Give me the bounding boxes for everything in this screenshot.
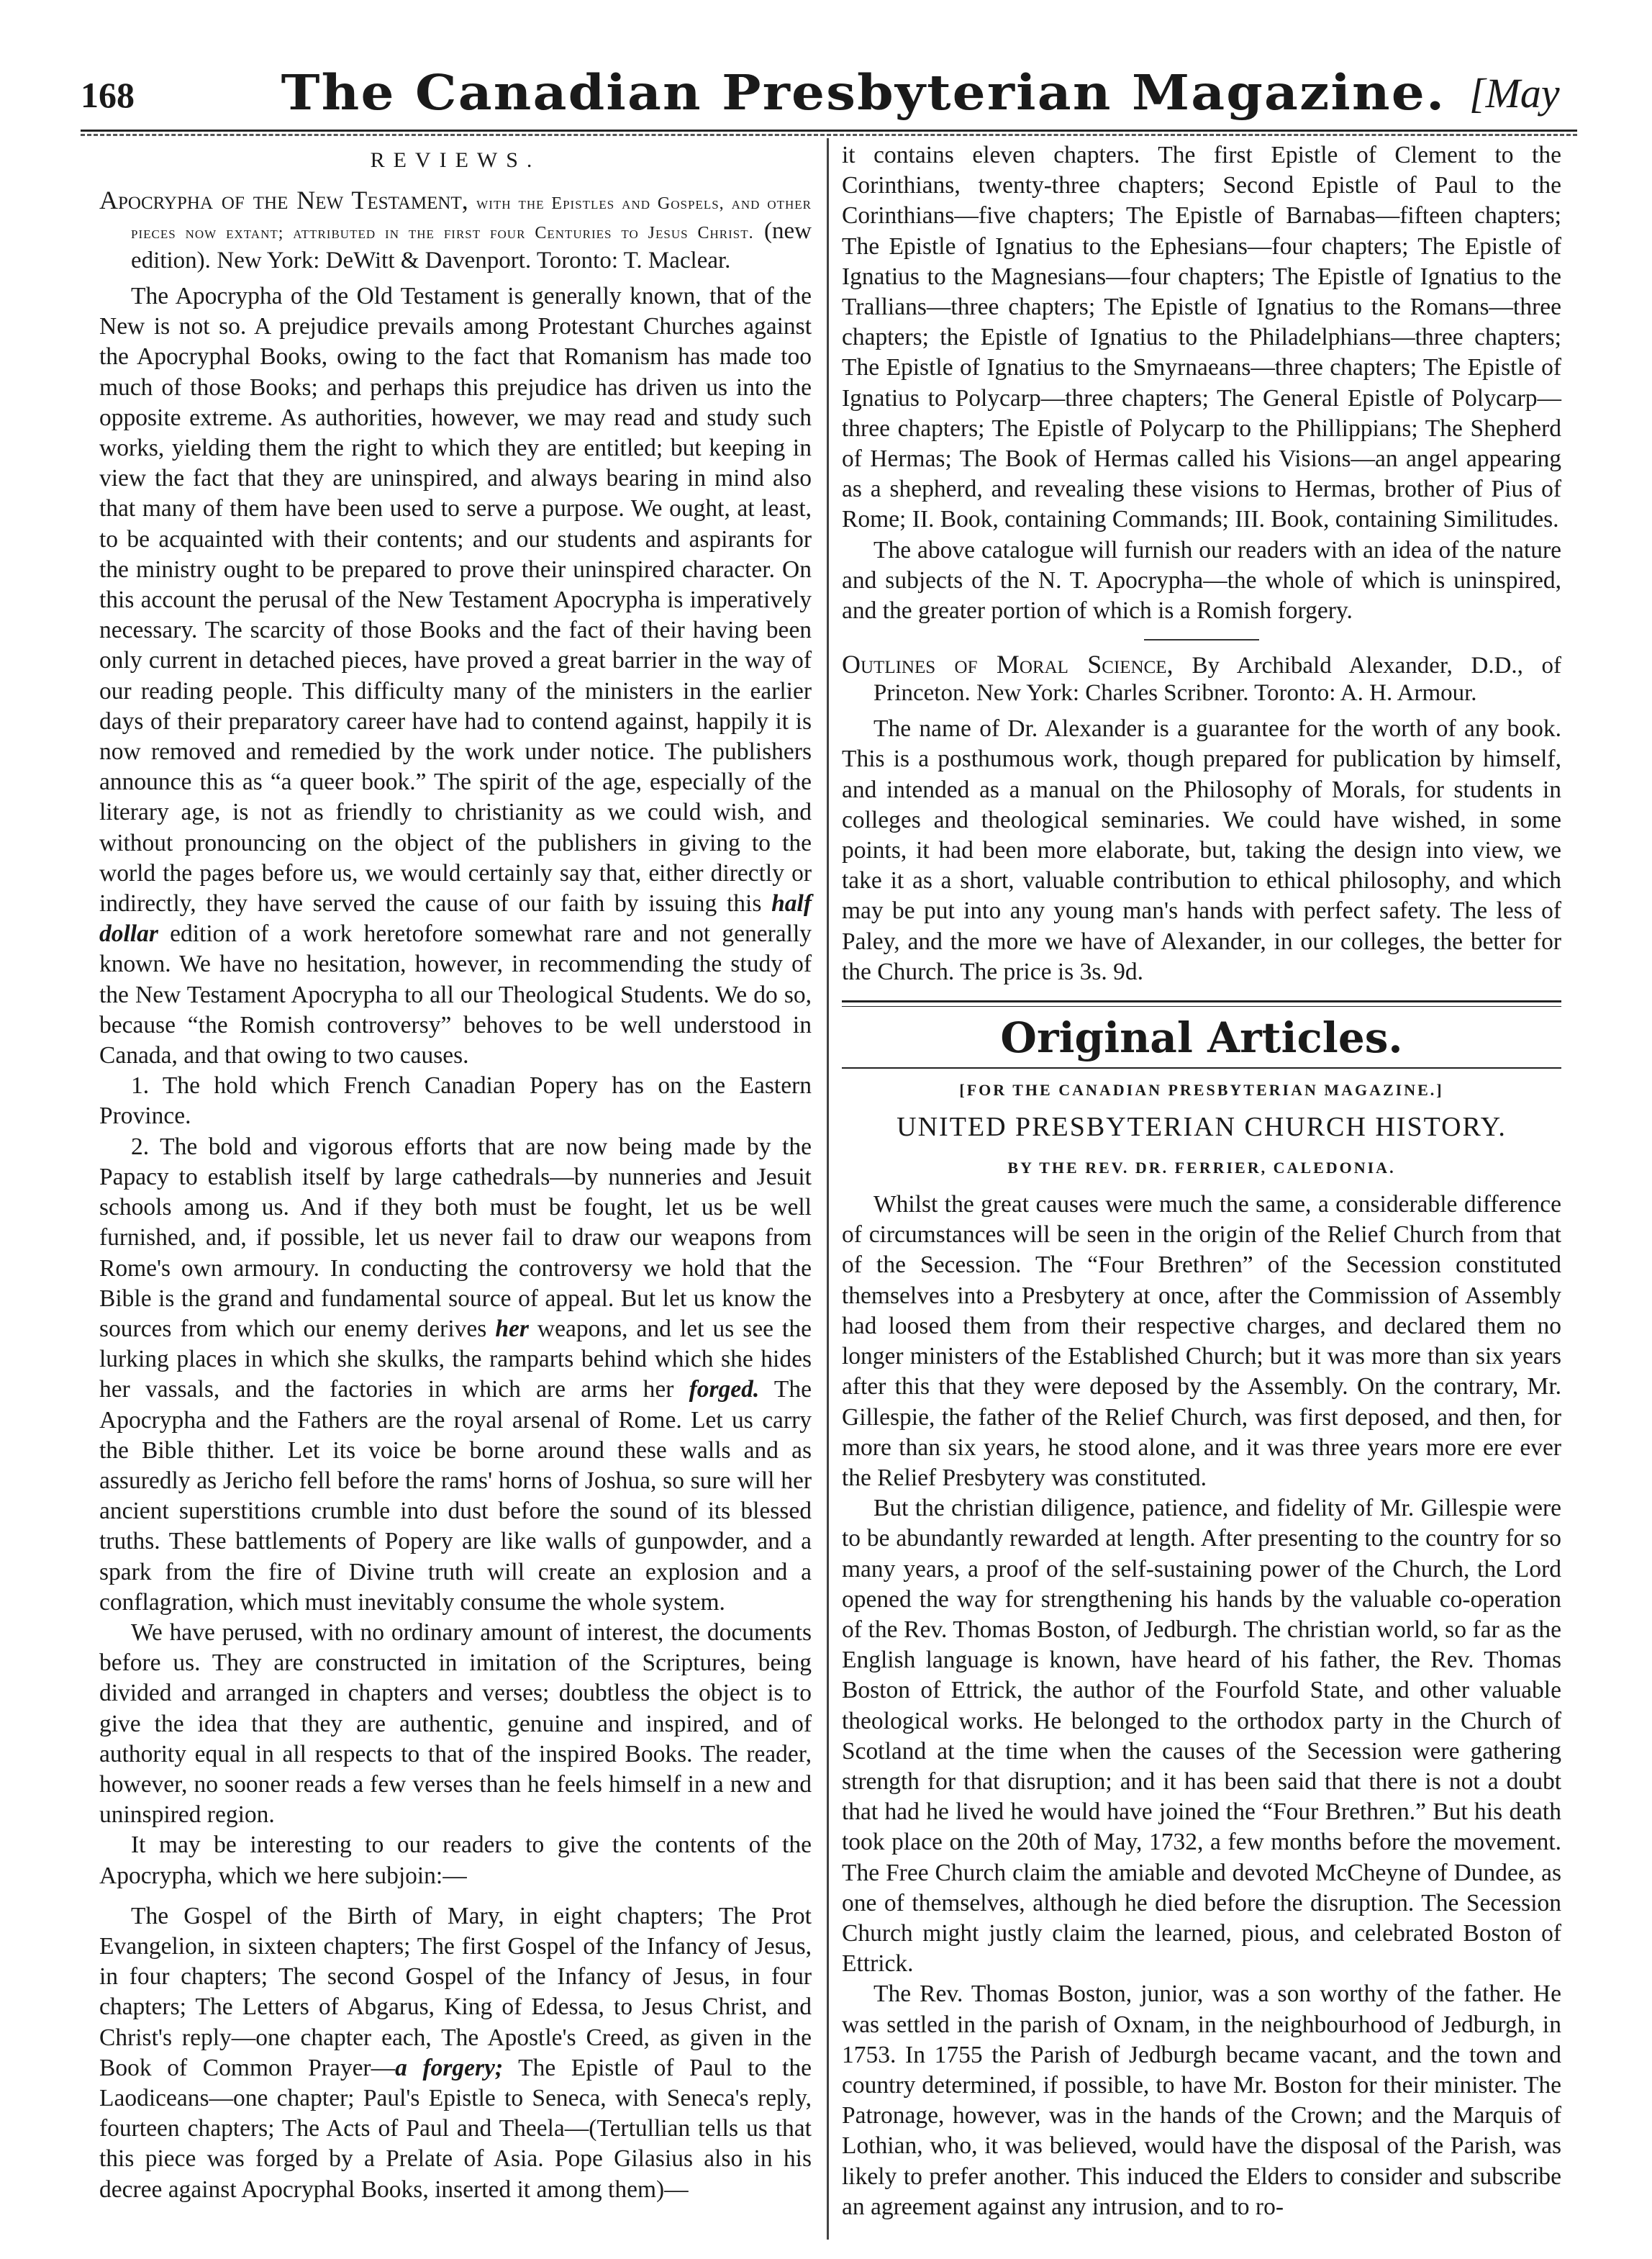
apocrypha-title-caps: Apocrypha of the New Testament, [99,186,468,214]
apocrypha-title-small: with the Epistles and Gospels, and other pieces now extant; attributed in the first four Centuries to Jesus Christ. [131,194,812,243]
contents-text-a: The Gospel of the Birth of Mary, in eight chapters; The Prot Evangelion, in sixteen chapters; The first Gospel of the Infancy of Jesus, in four chapters; The second Gospel of the Infancy of Jesus, in four chapters; The Letters of Abgarus, King of Edessa, to Jesus Christ, and Christ's reply—one chapter each, The Apostle's Creed, as given in the Book of Common Prayer— [99,1902,812,2081]
contents-text-b: The Epistle of Paul to the Laodiceans—one chapter; Paul's Epistle to Seneca, with Seneca's reply, fourteen chapters; The Acts of Paul and Theela—(Tertullian tells us that this piece was forged by a Prelate of Asia. Pope Gilasius also in his decree against Apocryphal Books, inserted it among them)— [99,2054,812,2203]
banner-rule [842,1067,1561,1069]
apocrypha-contents-continued: it contains eleven chapters. The first Epistle of Clement to the Corinthians, twenty-three chapters; Second Epistle of Paul to the Corinthians—five chapters; The Epistle of Barnabas—fifteen chapters; The Epistle of Ignatius to the Ephesians—four chapters; The Epistle of Ignatius to the Magnesians—four chapters; The Epistle of Ignatius to the Trallians—three chapters; The Epistle of Ignatius to the Romans—three chapters; the Epistle of Ignatius to the Philadelphians—three chapters; The Epistle of Ignatius to the Smyrnaeans—three chapters; The Epistle of Ignatius to Polycarp—three chapters; The General Epistle of Polycarp—three chapters; The Epistle of Polycarp to the Phillippians; The Shepherd of Hermas; The Book of Hermas called his Visions—an angel appearing as a shepherd, and revealing these visions to Hermas, brother of Pius of Rome; II. Book, containing Commands; III. Book, containing Similitudes. [842,142,1561,533]
half-dollar-emphasis: half dollar [99,890,812,948]
section-rule [842,1000,1561,1007]
article-paragraph: Whilst the great causes were much the same, a considerable difference of circumstances will be seen in the origin of the Relief Church from that of the Secession. The “Four Brethren” of the Secession constituted themselves into a Presbytery at once, after the Commission of Assembly had loosed them from their respective charges, and declared them no longer ministers of the Established Church; but it was more than six years after this that they were deposed by the Assembly. On the contrary, Mr. Gillespie, the father of the Relief Church, was first deposed, and then, for more than six years, he stood alone, and it was three years more ere ever the Relief Presbytery was constituted. [842,1191,1561,1491]
outlines-review: The name of Dr. Alexander is a guarantee for the worth of any book. This is a posthumous work, though prepared for publication by himself, and intended as a manual on the Philosophy of Morals, for students in colleges and theological seminaries. We could have wished, in some points, it had been more elaborate, but, taking the design into view, we take it as a short, valuable contribution to ethical philosophy, and which may be put into any young man's hands with perfect safety. The less of Paley, and the more we have of Alexander, in our colleges, the better for the Church. The price is 3s. 9d. [842,715,1561,985]
apocrypha-edition: (new edition). [131,218,812,273]
cause-two-text-b: weapons, and let us see the lurking places in which she skulks, the ramparts behind which she hides her vassals, and the factories in which are arms her [99,1315,812,1403]
apocrypha-imprint: New York: DeWitt & Davenport. Toronto: T. Maclear. [217,248,731,273]
masthead-title: The Canadian Presbyterian Magazine. [281,64,1446,121]
review-paragraph: It may be interesting to our readers to give the contents of the Apocrypha, which we here subjoin:— [99,1832,812,1889]
cause-two [99,1132,812,1618]
outlines-book-title [842,651,1561,707]
review-paragraph-tail: edition of a work heretofore somewhat rare and not generally known. We have no hesitation, however, in recommending the study of the New Testament Apocrypha to all our Theological Students. We do so, because “the Romish controversy” behoves to be well understood in Canada, and that owing to two causes. [99,920,812,1069]
page-header [0,0,1652,137]
article-paragraph: But the christian diligence, patience, and fidelity of Mr. Gillespie were to be abundantly rewarded at length. After presenting to the country for so many years, a proof of the self-sustaining power of the Church, the Lord opened the way for strengthening his hands by the valuable co-operation of the Rev. Thomas Boston, of Jedburgh. The christian world, so far as the English language is known, have heard of his father, the Rev. Thomas Boston of Ettrick, the author of the Fourfold State, and other valuable theological works. He belonged to the orthodox party in the Church of Scotland at the time when the causes of the Secession were gathering strength for that disruption; and it has been said that there is not a doubt that had he lived he would have joined the “Four Brethren.” But his death took place on the 20th of May, 1732, a few months before the movement. The Free Church claim the amiable and devoted McCheyne of Dundee, as one of themselves, although he died before the disruption. The Secession Church might justly claim the learned, pious, and celebrated Boston of Ettrick. [842,1495,1561,1978]
apocrypha-book-title [99,186,812,274]
outlines-title-rest: By Archibald Alexander, D.D., of Princeton. New York: Charles Scribner. Toronto: A. H. Armour. [873,653,1562,707]
article-byline: BY THE REV. DR. FERRIER, CALEDONIA. [1007,1159,1396,1177]
header-rule [81,130,1577,136]
column-divider [827,138,829,2240]
cause-two-text-c: The Apocrypha and the Fathers are the royal arsenal of Rome. Let us carry the Bible thither. Let its voice be borne around these walls and as assuredly as Jericho fell before the rams' horns of Joshua, so sure will her ancient superstitions crumble into dust before the sound of its blessed truths. These battlements of Popery are like walls of gunpowder, and a spark from the fire of Divine truth will create an explosion and a conflagration, which must inevitably consume the whole system. [99,1376,812,1616]
right-column [842,140,1561,2222]
article-paragraph: The Rev. Thomas Boston, junior, was a son worthy of the father. He was settled in the parish of Oxnam, in the neighbourhood of Jedburgh, in 1753. In 1755 the Parish of Jedburgh became vacant, and the town and country determined, if possible, to have Mr. Boston for their minister. The Patronage, however, was in the hands of the Crown; and the Marquis of Lothian, who, it was believed, would have the disposal of the Parish, was likely to prefer another. This induced the Elders to consider and subscribe an agreement against any intrusion, and to ro- [842,1980,1561,2220]
forgery-emphasis: a forgery; [395,2054,504,2081]
her-emphasis: her [495,1315,529,1342]
forged-emphasis: forged. [689,1376,760,1403]
cause-one: 1. The hold which French Canadian Popery has on the Eastern Province. [99,1072,812,1130]
cause-two-text-a: 2. The bold and vigorous efforts that are now being made by the Papacy to establish itself by large cathedrals—by nunneries and Jesuit schools among us. And if they both must be fought, let us be well furnished, and, if possible, let us never fail to draw our weapons from Rome's own armoury. In conducting the controversy we hold that the Bible is the grand and fundamental source of appeal. But let us know the sources from which our enemy derives [99,1133,812,1342]
review-paragraph: We have perused, with no ordinary amount of interest, the documents before us. They are constructed in imitation of the Scriptures, being divided and arranged in chapters and verses; doubtless the object is to give the idea that they are authentic, genuine and inspired, and of authority equal in all respects to that of the inspired Books. The reader, however, no sooner reads a few verses than he feels himself in a new and uninspired region. [99,1619,812,1829]
outlines-title-caps: Outlines of Moral Science, [842,650,1174,679]
original-articles-banner: Original Articles. [1000,1013,1403,1063]
review-paragraph-text: The Apocrypha of the Old Testament is generally known, that of the New is not so. A prejudice prevails among Protestant Churches against the Apocryphal Books, owing to the fact that Romanism has made too much of those Books; and perhaps this prejudice has driven us into the opposite extreme. As authorities, however, we may read and study such works, yielding them the right to which they are entitled; but keeping in view the fact that they are uninspired, and always bearing in mind also that many of them have been used to serve a purpose. We ought, at least, to be acquainted with their contents; and our students and aspirants for the ministry ought to be prepared to prove their uninspired character. On this account the perusal of the New Testament Apocrypha is imperatively necessary. The scarcity of those Books and the fact of their having been only current in detached pieces, have proved a great barrier in the way of our reading people. This difficulty many of the ministers in the earlier days of their preparatory career have had to contend against, happily it is now removed and remedied by the work under notice. The publishers announce this as “a queer book.” The spirit of the age, especially of the literary age, is not as friendly to christianity as we could wish, and without pronouncing on the object of the publishers in giving to the world the pages before us, we would certainly say that, either directly or indirectly, they have served the cause of our faith by issuing this [99,283,812,918]
apocrypha-contents-list [99,1901,812,2205]
left-column [99,140,812,2205]
issue-month: [May [1469,70,1560,117]
apocrypha-closing: The above catalogue will furnish our readers with an idea of the nature and subjects of the N. T. Apocrypha—the whole of which is uninspired, and the greater portion of which is a Romish forgery. [842,536,1561,625]
article-title: UNITED PRESBYTERIAN CHURCH HISTORY. [897,1112,1507,1143]
page-number: 168 [81,75,135,115]
magazine-note: [FOR THE CANADIAN PRESBYTERIAN MAGAZINE.] [959,1081,1444,1100]
reviews-heading: REVIEWS. [370,148,541,172]
review-paragraph [99,281,812,1071]
review-separator [1144,639,1259,640]
